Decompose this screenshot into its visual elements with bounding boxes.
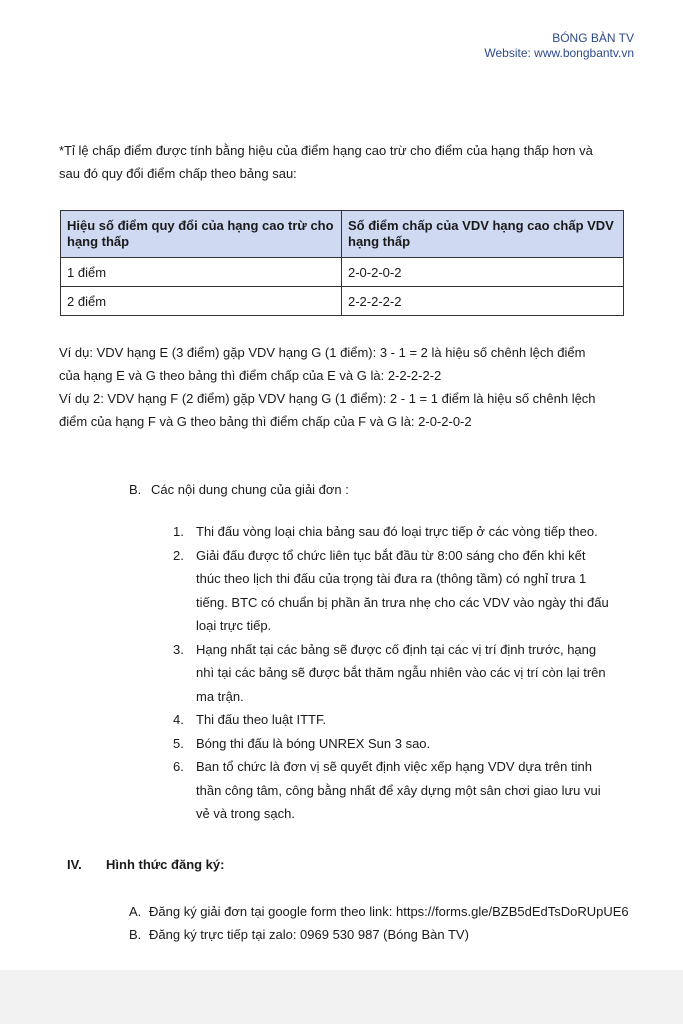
list-item xyxy=(129,923,629,946)
example-line-3: Ví dụ 2: VDV hạng F (2 điểm) gặp VDV hạng G (1 điểm): 2 - 1 = 1 điểm là hiệu số chênh lệch xyxy=(59,391,596,406)
example-line-2: của hạng E và G theo bảng thì điểm chấp của E và G là: 2-2-2-2-2 xyxy=(59,368,442,383)
list-item-line: ma trận. xyxy=(196,688,244,704)
table-row xyxy=(61,258,624,287)
registration-marker: A. xyxy=(129,904,142,919)
table-cell-diff: 2 điểm xyxy=(61,287,342,316)
list-item-line: loại trực tiếp. xyxy=(196,618,272,633)
section-b-title: Các nội dung chung của giải đơn : xyxy=(151,482,349,497)
handicap-table xyxy=(60,210,624,316)
list-item xyxy=(173,638,643,709)
list-item xyxy=(173,755,643,826)
section-iv-marker: IV. xyxy=(67,857,82,872)
registration-zalo: Đăng ký trực tiếp tại zalo: 0969 530 987 (Bóng Bàn TV) xyxy=(149,927,469,942)
list-item xyxy=(173,544,643,638)
list-item-line: Bóng thi đấu là bóng UNREX Sun 3 sao. xyxy=(196,735,431,751)
section-iv-title: Hình thức đăng ký: xyxy=(106,857,225,872)
table-cell-score: 2-0-2-0-2 xyxy=(342,258,624,287)
list-item xyxy=(129,900,629,923)
list-item-line: nhì tại các bảng sẽ được bắt thăm ngẫu nhiên vào các vị trí còn lại trên xyxy=(196,665,606,680)
table-header-score: Số điểm chấp của VDV hạng cao chấp VDV hạng thấp xyxy=(342,211,624,258)
table-row xyxy=(61,287,624,316)
list-item-line: vẻ và trong sạch. xyxy=(196,806,295,821)
page-header xyxy=(484,31,634,61)
list-item-number: 1. xyxy=(173,524,184,539)
website-text: Website: www.bongbantv.vn xyxy=(484,46,634,60)
table-header-diff: Hiệu số điểm quy đổi của hạng cao trừ cho hạng thấp xyxy=(61,211,342,258)
list-item xyxy=(173,708,643,732)
intro-line-2: sau đó quy đổi điểm chấp theo bảng sau: xyxy=(59,166,297,181)
registration-marker: B. xyxy=(129,927,142,942)
section-iv-heading xyxy=(67,853,224,876)
list-item-number: 3. xyxy=(173,641,184,657)
section-b-marker: B. xyxy=(129,482,142,497)
list-item-number: 6. xyxy=(173,759,184,774)
list-item-line: thần công tâm, công bằng nhất để xây dựng một sân chơi giao lưu vui xyxy=(196,782,601,798)
list-item-line: thúc theo lịch thi đấu của trọng tài đưa ra (thông tầm) có nghỉ trưa 1 xyxy=(196,571,587,586)
list-item xyxy=(173,520,643,544)
list-item-line: Ban tổ chức là đơn vị sẽ quyết định việc xếp hạng VDV dựa trên tinh xyxy=(196,759,592,774)
intro-line-1: *Tỉ lệ chấp điểm được tính bằng hiệu của điểm hạng cao trừ cho điểm của hạng thấp hơn và xyxy=(59,143,593,158)
example-line-4: điểm của hạng F và G theo bảng thì điểm chấp của F và G là: 2-0-2-0-2 xyxy=(59,414,472,429)
list-item-number: 2. xyxy=(173,547,184,563)
list-item-line: Thi đấu vòng loại chia bảng sau đó loại trực tiếp ở các vòng tiếp theo. xyxy=(196,524,598,539)
list-item-number: 5. xyxy=(173,735,184,751)
examples-paragraph xyxy=(59,341,639,433)
list-item-line: Thi đấu theo luật ITTF. xyxy=(196,712,327,727)
intro-paragraph xyxy=(59,139,639,185)
registration-list xyxy=(129,900,629,946)
table-cell-diff: 1 điểm xyxy=(61,258,342,287)
list-item-line: Giải đấu được tổ chức liên tục bắt đầu từ 8:00 sáng cho đến khi kết xyxy=(196,547,586,563)
list-item xyxy=(173,732,643,756)
list-item-number: 4. xyxy=(173,712,184,727)
brand-name: BÓNG BÀN TV xyxy=(552,31,634,45)
list-item-line: tiếng. BTC có chuẩn bị phần ăn trưa nhẹ cho các VDV vào ngày thi đấu xyxy=(196,594,609,610)
table-cell-score: 2-2-2-2-2 xyxy=(342,287,624,316)
table-header-row xyxy=(61,211,624,258)
example-line-1: Ví dụ: VDV hạng E (3 điểm) gặp VDV hạng G (1 điểm): 3 - 1 = 2 là hiệu số chênh lệch điểm xyxy=(59,345,586,360)
list-item-line: Hạng nhất tại các bảng sẽ được cố định tại các vị trí định trước, hạng xyxy=(196,641,597,657)
rules-list xyxy=(173,520,643,826)
section-b-heading xyxy=(129,478,349,501)
registration-google-form[interactable]: Đăng ký giải đơn tại google form theo link: https://forms.gle/BZB5dEdTsDoRUpUE6 xyxy=(149,904,629,919)
